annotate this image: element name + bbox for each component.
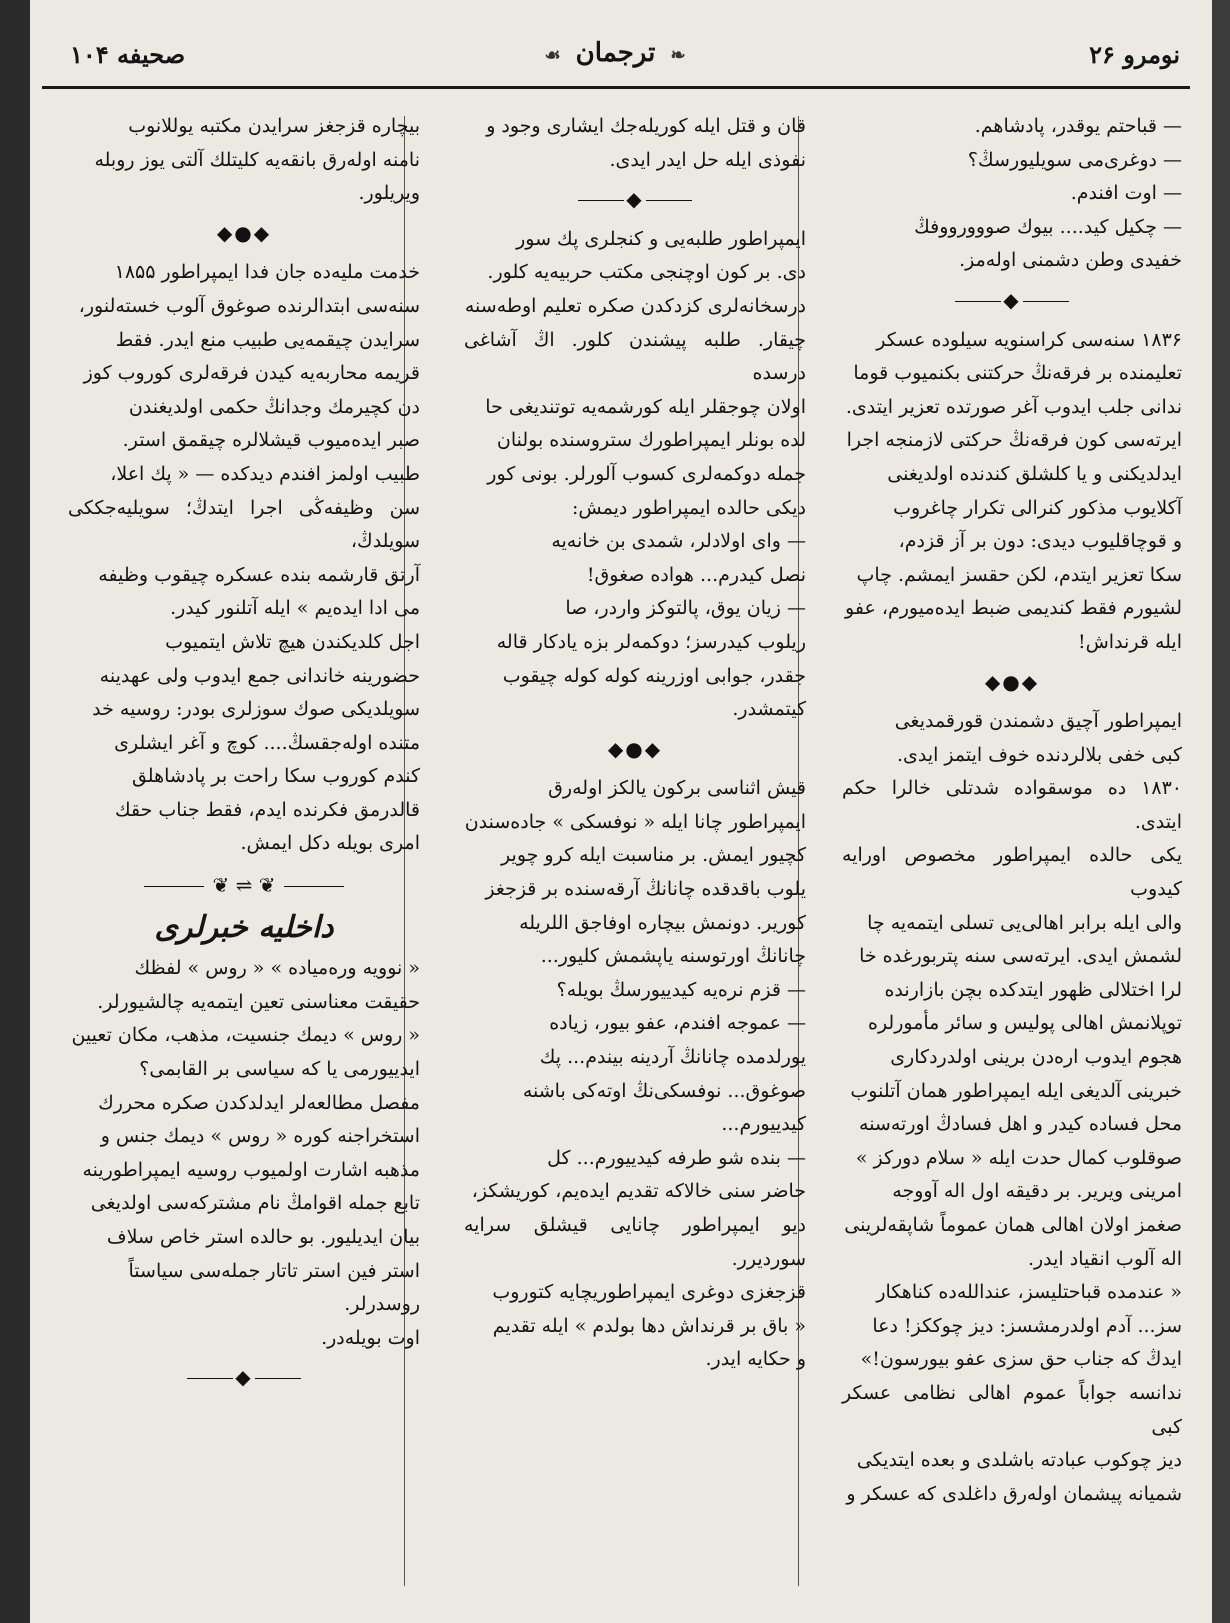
text-line: — دوغری‌می سویلیورسڭ؟ — [967, 148, 1182, 171]
text-line: سویلدیکی صوك سوزلری بودر: روسیه خد — [92, 698, 420, 721]
text-line: نصل کیدرم... هواده صغوق! — [586, 563, 806, 586]
text-line: امرینی ویریر. بر دقیقه اول اله آووجه — [892, 1180, 1182, 1203]
text-line: — بنده شو طرفه کیدییورم... کل — [547, 1146, 806, 1169]
text-line: روسدرلر. — [344, 1293, 420, 1316]
text-line: اولان چوجقلر ایله کورشمه‌یه توتندیغی حا — [485, 395, 806, 418]
text-line: ایدییورمی یا که سیاسی بر القابمی؟ — [139, 1058, 420, 1081]
text-line: حاضر سنی خالاکه تقدیم ایده‌یم، کوریشکز، — [471, 1180, 806, 1203]
text-line: بیچاره قزجغز سرایدن مکتبه یوللانوب — [128, 115, 420, 137]
text-line: محل فساده کیدر و اهل فسادڭ اورته‌سنه — [859, 1113, 1182, 1136]
text-line: و قوچاقلیوب دیدی: دون بر آز قزدم، — [898, 530, 1182, 553]
text-line: خفیدی وطن دشمنی اولەمز. — [959, 249, 1182, 272]
text-line: ایله قرنداش! — [1077, 630, 1182, 653]
text-line: — عموجه افندم، عفو بیور، زیاده — [549, 1012, 806, 1035]
text-line: توپلانمش اهالی پولیس و سائر مأمورلره — [867, 1012, 1182, 1035]
text-line: صوقلوب کمال حدت ایله « سلام دورکز » — [855, 1146, 1182, 1169]
text-line: والی ایله برابر اهالی‌یی تسلی ایتمه‌یه چا — [867, 911, 1182, 934]
text-line: لشیورم فقط کندیمی ضبط ایده‌میورم، عفو — [845, 597, 1182, 620]
text-line: ندانسه جواباً عموم اهالی نظامی عسکر کبی — [842, 1381, 1182, 1438]
text-line: ایرته‌سی کون فرقه‌نڭ حرکتی لازمنجه اجرا — [846, 429, 1182, 452]
text-line: بیان ایدیلیور. بو حالده استر خاص سلاف — [106, 1226, 420, 1248]
text-line: صبر ایده‌میوب قیشلالره چیقمق استر. — [122, 429, 420, 452]
text-line: امری بویله دکل ایمش. — [240, 832, 420, 855]
text-line: دی. بر کون اوچنجی مکتب حربیه‌یه کلور. — [487, 261, 806, 284]
text-line: ایدڭ که جناب حق سزی عفو بیورسون!» — [860, 1348, 1182, 1371]
text-line: خدمت ملیه‌ده جان فدا ایمپراطور ۱۸۵۵ — [114, 261, 420, 284]
text-line: ایمپراطور چانا ایله « نوفسکی » جاده‌سندن — [464, 810, 806, 833]
text-line: قیش اثناسی برکون یالکز اوله‌رق — [548, 777, 806, 800]
text-line: دن کچیرمك وجدانڭ حکمی اولدیغندن — [128, 395, 420, 418]
masthead-title-text: ترجمان — [575, 38, 656, 68]
text-line: مفصل مطالعه‌لر ایدلدکدن صکره محررك — [98, 1091, 420, 1114]
issue-number: نومرو ۲۶ — [1089, 40, 1180, 69]
text-line: سز... آدم اولدرمشسز: دیز چوککز! دعا — [872, 1314, 1182, 1337]
text-line: کیتمشدر. — [732, 698, 806, 721]
text-line: « روس » دیمك جنسیت، مذهب، مکان تعیین — [71, 1024, 420, 1047]
text-line: دیکی حالده ایمپراطور دیمش: — [572, 496, 806, 519]
text-line: حضورینه خاندانی جمع ایدوب ولی عهدینه — [99, 664, 420, 687]
text-line: — قباحتم یوقدر، پادشاهم. — [974, 115, 1182, 137]
scan-edge-right — [1212, 0, 1230, 1623]
text-line: آرتق قارشمه بنده عسکره چیقوب وظیفه — [98, 563, 420, 586]
text-line: — اوت افندم. — [1070, 182, 1182, 205]
text-line: « عندمده قباحتلیسز، عنداللەده کناهکار — [876, 1281, 1182, 1304]
text-line: درسخانه‌لری کزدکدن صکره تعلیم اوطه‌سنه — [464, 294, 806, 317]
text-line: ریلوب کیدرسز؛ دوکمه‌لر بزه یادکار قاله — [496, 630, 806, 653]
text-line: مذهبه اشارت اولمیوب روسیه ایمپراطورینه — [82, 1158, 420, 1181]
separator-ornament: ◆ — [68, 1361, 420, 1395]
section-title: داخلیه خبرلری — [154, 909, 334, 945]
text-line: لده بونلر ایمپراطورك ستروسنده بولنان — [496, 429, 806, 452]
masthead-title — [538, 38, 691, 68]
text-line: قزجغزی دوغری ایمپراطوریچایه کتوروب — [492, 1281, 806, 1304]
text-line: سنه‌سی ابتدالرنده صوغوق آلوب خسته‌لنور، — [78, 294, 420, 317]
text-line: حقیقت معناسنی تعین ایتمه‌یه چالشیورلر. — [97, 990, 420, 1013]
text-line: — قزم نره‌یه کیدییورسڭ بویله؟ — [556, 978, 806, 1001]
text-line: نامنه اوله‌رق بانقه‌یه کلیتلك آلتی یوز روبله — [94, 148, 420, 171]
text-line: طبیب اولمز افندم دیدکده — « پك اعلا، — [110, 462, 420, 485]
text-line: یورلدمده چانانڭ آردینه بیندم... پك — [539, 1046, 806, 1069]
flourish-icon: ☙ — [544, 45, 561, 66]
text-line: — وای اولادلر، شمدی بن خانه‌یه — [551, 530, 806, 553]
text-line: صغمز اولان اهالی همان عموماً شاپقه‌لرینی — [844, 1214, 1182, 1236]
text-line: هجوم ایدوب اره‌دن برینی اولدردکاری — [890, 1046, 1182, 1069]
scan-edge-left — [0, 0, 30, 1623]
text-line: اوت بویله‌در. — [321, 1326, 420, 1349]
page-number: صحیفه ۱۰۴ — [70, 40, 186, 69]
text-line: کیدییورم... — [721, 1113, 806, 1136]
text-line: کوریر. دونمش بیچاره اوفاجق اللریله — [519, 911, 806, 934]
text-line: تعلیمنده بر فرقه‌نڭ حرکتنی بکنمیوب قوما — [853, 362, 1182, 385]
separator-ornament: ◆●◆ — [607, 736, 663, 761]
text-line: استخراجنه کوره « روس » دیمك جنس و — [100, 1125, 420, 1148]
text-line: تابع جمله اقوامڭ نام مشترکه‌سی اولدیغی — [90, 1192, 420, 1215]
text-line: کندم کوروب سکا راحت بر پادشاهلق — [131, 765, 420, 788]
text-line: چانانڭ اورتوسنه یاپشمش کلیور... — [540, 945, 806, 968]
separator-ornament: ◆ — [464, 183, 806, 217]
text-line: « باق بر قرنداش دها بولدم » ایله تقدیم — [492, 1314, 806, 1337]
column-middle — [464, 110, 806, 1377]
text-line: آکلایوب مذکور کنرالی تکرار چاغروب — [893, 496, 1182, 519]
text-line: سکا تعزیر ایتدم، لکن حقسز ایمشم. چاپ — [856, 563, 1182, 586]
text-line: ندانی جلب ایدوب آغر صورتده تعزیر ایتدی. — [845, 395, 1182, 418]
text-line: اجل کلدیکندن هیچ تلاش ایتمیوب — [165, 630, 420, 653]
header-rule — [42, 86, 1190, 89]
text-line: نفوذی ایله حل ایدر ایدی. — [609, 148, 806, 171]
text-line: و حکایه ایدر. — [705, 1348, 806, 1371]
text-line: ۱۸۳۰ ده موسقواده شدتلی خالرا حکم ایتدی. — [842, 777, 1182, 833]
text-line: قان و قتل ایله کوریله‌جك ایشاری وجود و — [486, 115, 806, 137]
text-line: « نوویه ورەمیاده » « روس » لفظك — [134, 957, 420, 980]
text-line: لشمش ایدی. ایرته‌سی سنه پتربورغده خا — [859, 945, 1182, 968]
text-line: صوغوق... نوفسکی‌نڭ اوته‌کی باشنه — [522, 1079, 806, 1102]
page-header — [40, 38, 1190, 86]
text-line: اله آلوب انقیاد ایدر. — [1027, 1247, 1182, 1270]
column-right — [842, 110, 1182, 1511]
text-line: — چکیل کید.... بیوك صووورووفڭ — [914, 215, 1182, 238]
text-line: دیو ایمپراطور چانایی قیشلق سرایه سوردیرر. — [464, 1214, 806, 1270]
text-line: شمیانه پیشمان اوله‌رق داغلدی که عسکر و — [846, 1482, 1182, 1505]
text-line: می ادا ایده‌یم » ایله آتلنور کیدر. — [170, 597, 420, 620]
separator-ornament: ◆●◆ — [216, 220, 272, 245]
text-line: متنده اوله‌جقسڭ.... کوچ و آغر ایشلری — [114, 731, 420, 754]
text-line: ایدلدیکنی و یا کلشلق کندنده اولدیغنی — [887, 462, 1182, 485]
text-line: دیز چوکوب عبادته باشلدی و بعده ایتدیکی — [856, 1449, 1182, 1472]
text-line: خبرینی آلدیغی ایله ایمپراطور همان آتلنوب — [850, 1079, 1182, 1102]
text-line: قالدرمق فکرنده ایدم، فقط جناب حقك — [115, 798, 420, 821]
section-ornament: ❦ ⇌ ❦ — [68, 869, 420, 903]
flourish-icon: ❧ — [670, 45, 686, 66]
text-line: استر فین استر تاتار جمله‌سی سیاستاً — [128, 1259, 420, 1282]
text-line: سرایدن چیقمه‌یی طبیب منع ایدر. فقط — [115, 328, 420, 351]
text-line: ایمپراطور آچیق دشمندن قورقمدیغی — [894, 710, 1182, 733]
text-line: ۱۸۳۶ سنه‌سی کراسنویه سیلوده عسکر — [876, 328, 1182, 351]
text-line: سن وظیفه‌ڭی اجرا ایتدڭ؛ سویلیه‌جککی سویلدڭ، — [68, 496, 420, 553]
text-line: ایمپراطور طلبه‌یی و کنجلری پك سور — [516, 227, 806, 250]
text-line: یلوب باقدقده چانانڭ آرقه‌سنده بر قزجغز — [485, 878, 806, 901]
text-line: قریمه محاربه‌یه کیدن فرقه‌لری کوروب کوز — [83, 362, 420, 385]
text-line: — زیان یوق، پالتوکز واردر، صا — [565, 597, 806, 620]
text-line: جمله دوکمه‌لری کسوب آلورلر. بونی کور — [487, 462, 806, 485]
text-line: کبی خفی بلالردنده خوف ایتمز ایدی. — [896, 743, 1182, 766]
separator-ornament: ◆●◆ — [984, 669, 1040, 694]
text-line: یکی حالده ایمپراطور مخصوص اورایه کیدوب — [842, 844, 1182, 901]
text-line: ویریلور. — [358, 182, 420, 205]
column-left — [68, 110, 420, 1401]
text-line: چیقار. طلبه پیشندن کلور. اڭ آشاغی درسده — [464, 328, 806, 385]
text-line: کچیور ایمش. بر مناسبت ایله کرو چویر — [501, 844, 806, 867]
separator-ornament: ◆ — [842, 284, 1182, 318]
text-line: جقدر، جوابی اوزرینه کوله کوله چیقوب — [502, 664, 806, 687]
text-line: لرا اختلالی ظهور ایتدکده بچن بازارنده — [884, 978, 1182, 1001]
